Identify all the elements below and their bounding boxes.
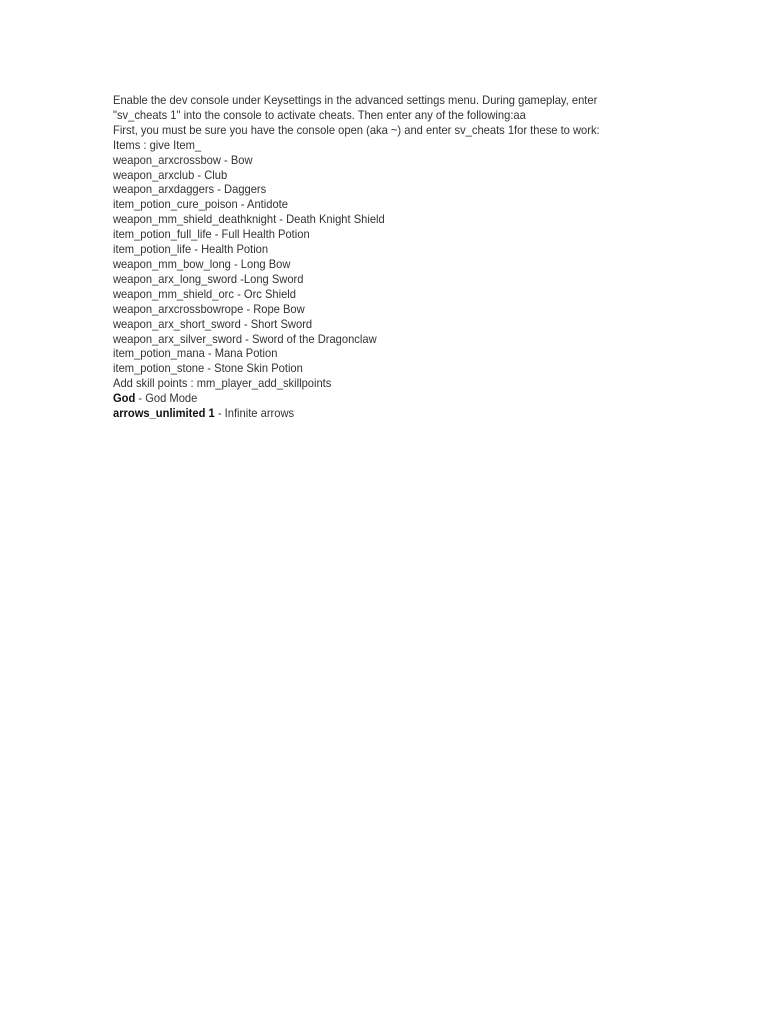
item-line: item_potion_full_life - Full Health Potion <box>113 227 310 242</box>
cheat-codes-text <box>113 93 601 421</box>
item-line: weapon_mm_bow_long - Long Bow <box>113 256 291 271</box>
cheat-description: - God Mode <box>135 391 198 406</box>
item-line: weapon_arxdaggers - Daggers <box>113 182 267 197</box>
console-note: First, you must be sure you have the console open (aka ~) and enter sv_cheats 1for these to work: <box>113 122 600 137</box>
item-line: item_potion_stone - Stone Skin Potion <box>113 361 303 376</box>
item-line: weapon_arxclub - Club <box>113 167 228 182</box>
skill-points-line: Add skill points : mm_player_add_skillpoints <box>113 376 332 391</box>
cheat-code: God <box>113 391 136 406</box>
item-line: weapon_arxcrossbowrope - Rope Bow <box>113 301 305 316</box>
item-line: item_potion_mana - Mana Potion <box>113 346 278 361</box>
cheat-line-arrows <box>113 406 601 421</box>
cheat-code: arrows_unlimited 1 <box>113 406 215 421</box>
item-line: weapon_mm_shield_orc - Orc Shield <box>113 286 296 301</box>
intro-paragraph: Enable the dev console under Keysettings in the advanced settings menu. During gameplay, enter "sv_cheats 1" into the console to activate cheats. Then enter any of the following:aa <box>113 93 598 122</box>
item-line: weapon_arx_silver_sword - Sword of the Dragonclaw <box>113 331 377 346</box>
item-line: item_potion_life - Health Potion <box>113 242 269 257</box>
item-line: weapon_arx_short_sword - Short Sword <box>113 316 313 331</box>
cheat-line-god <box>113 391 601 406</box>
item-line: item_potion_cure_poison - Antidote <box>113 197 288 212</box>
items-heading: Items : give Item_ <box>113 137 202 152</box>
item-line: weapon_arxcrossbow - Bow <box>113 152 253 167</box>
item-line: weapon_arx_long_sword -Long Sword <box>113 271 304 286</box>
cheat-description: - Infinite arrows <box>214 406 295 421</box>
item-line: weapon_mm_shield_deathknight - Death Knight Shield <box>113 212 385 227</box>
